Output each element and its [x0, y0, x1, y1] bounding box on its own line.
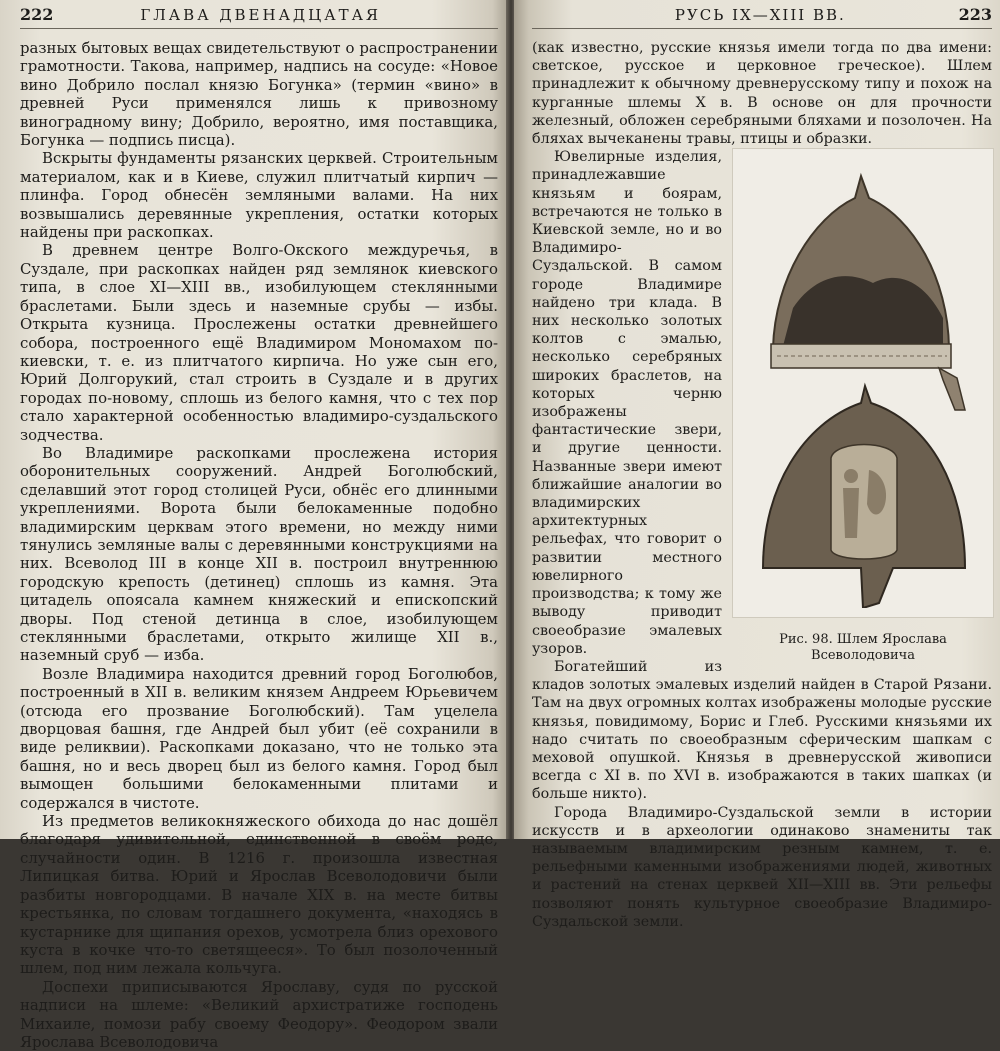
right-body-text	[532, 39, 992, 931]
left-running-head	[20, 2, 498, 29]
paragraph: Вскрыты фундаменты рязанских церквей. Строительным материалом, как и в Киеве, служил плитчатый кирпич — плинфа. Город обнесён земляными валами. На них возвышались деревянные укрепления, остатки которых найдены при раскопках.	[20, 149, 498, 242]
paragraph: Во Владимире раскопками прослежена история оборонительных сооружений. Андрей Боголюбский, сделавший этот город столицей Руси, обнёс его длинными укреплениями. Ворота были белокаменные подобно владимирским церквам этого времени, но между ними тянулись земляные валы с деревянными конструкциями на них. Всеволод III в конце XII в. построил внутреннюю городскую крепость (детинец) сплошь из камня. Эта цитадель опоясала камнем княжеский и епископский дворы. Под стеной детинца в слое, изобилующем стеклянными браслетами, открыто жилище XII в., наземный сруб — изба.	[20, 443, 498, 665]
figure-helmet	[732, 148, 994, 664]
right-running-head	[532, 2, 992, 29]
helmet-drawing	[743, 158, 983, 608]
paragraph: (как известно, русские князья имели тогда по два имени: светское, русское и церковное греческое). Шлем принадлежит к обычному древнерусскому типу и похож на курганные шлемы X в. В основе он для прочности железный, обложен серебряными бляхами и позолочен. На бляхах вычеканены травы, птицы и образки.	[532, 40, 992, 148]
paragraph: Города Владимиро-Суздальской земли в истории искусств и в археологии одинаково знамениты так называемым владимирским резным камнем, т. е. рельефными каменными изображениями людей, животных и растений на стенах церквей XII—XIII вв. Эти рельефы позволяют понять культурное своеобразие Владимиро-Суздальской земли.	[532, 804, 992, 930]
left-chapter-title: ГЛАВА ДВЕНАДЦАТАЯ	[140, 6, 382, 24]
paragraph: Ювелирные изделия, принадлежавшие князьям и боярам, встречаются не только в Киевской земле, но и во Владимиро-Суздальской. В самом городе Владимире найдено три клада. В них несколько золотых колтов с эмалью, несколько серебряных широких браслетов, на которых черню изображены фантастические звери, и другие ценности. Названные звери имеют ближайшие аналогии во владимирских архитектурных рельефах, что говорит о развитии местного ювелирного производства; к тому же выводу приводит своеобразие эмалевых узоров.	[532, 149, 722, 657]
right-page	[514, 0, 1000, 930]
paragraph: Доспехи приписываются Ярославу, судя по русской надписи на шлеме: «Великий архистратиже господень Михаиле, помози рабу своему Феодору». Феодором звали Ярослава Всеволодовича	[20, 977, 498, 1051]
paragraph: Возле Владимира находится древний город Боголюбов, построенный в XII в. великим князем Андреем Юрьевичем (отсюда его прозвание Боголюбский). Там уцелела дворцовая башня, где Андрей был убит (её сохранили в виде реликвии). Раскопками доказано, что не только эта башня, но и весь дворец был из белого камня. Город был вымощен большими белокаменными плитами и содержался в чистоте.	[20, 664, 498, 812]
left-body-text	[20, 39, 498, 1051]
paragraph: разных бытовых вещах свидетельствуют о распространении грамотности. Такова, например, надпись на сосуде: «Новое вино Добрило послал князю Богунка» (термин «вино» в древней Руси применялся лишь к привозному виноградному вину; Добрило, вероятно, имя поставщика, Богунка — подпись писца).	[20, 39, 498, 150]
paragraph: Богатейший из кладов золотых эмалевых изделий найден в Старой Рязани. Там на двух огромных колтах изображены молодые русские князья, повидимому, Борис и Глеб. Русскими князьями их надо считать по своеобразным сферическим шапкам с меховой опушкой. Князья в древнерусской живописи всегда с XI в. по XVI в. изображаются в таких шапках (и больше никто).	[532, 658, 992, 803]
helmet-illustration	[732, 148, 994, 618]
figure-caption: Рис. 98. Шлем Ярослава Всеволодовича	[779, 632, 947, 664]
paragraph: Из предметов великокняжеского обихода до нас дошёл благодаря удивительной, единственной в своём роде, случайности один. В 1216 г. произошла известная Липицкая битва. Юрий и Ярослав Всеволодовичи были разбиты новгородцами. В начале XIX в. на месте битвы крестьянка, по словам тогдашнего документа, «находясь в кустарнике для щипания орехов, усмотрела близ орехового куста в кочке что-то светящееся». То был позолоченный шлем, под ним лежала кольчуга.	[20, 812, 498, 978]
left-page-number: 222	[20, 5, 54, 24]
right-section-title: РУСЬ IX—XIII ВВ.	[674, 6, 846, 24]
paragraph: В древнем центре Волго-Окского междуречья, в Суздале, при раскопках найден ряд землянок киевского типа, в слое XI—XIII вв., изобилующем стеклянными браслетами. Были здесь и наземные срубы — избы. Открыта кузница. Прослежены остатки древнейшего собора, построенного ещё Владимиром Мономахом по-киевски, т. е. из плитчатого кирпича. Но уже сын его, Юрий Долгорукий, стал строить в Суздале и в других городах по-новому, сплошь из белого камня, что с тех пор стало характерной особенностью владимиро-суздальского зодчества.	[20, 241, 498, 444]
right-page-number: 223	[958, 5, 992, 24]
